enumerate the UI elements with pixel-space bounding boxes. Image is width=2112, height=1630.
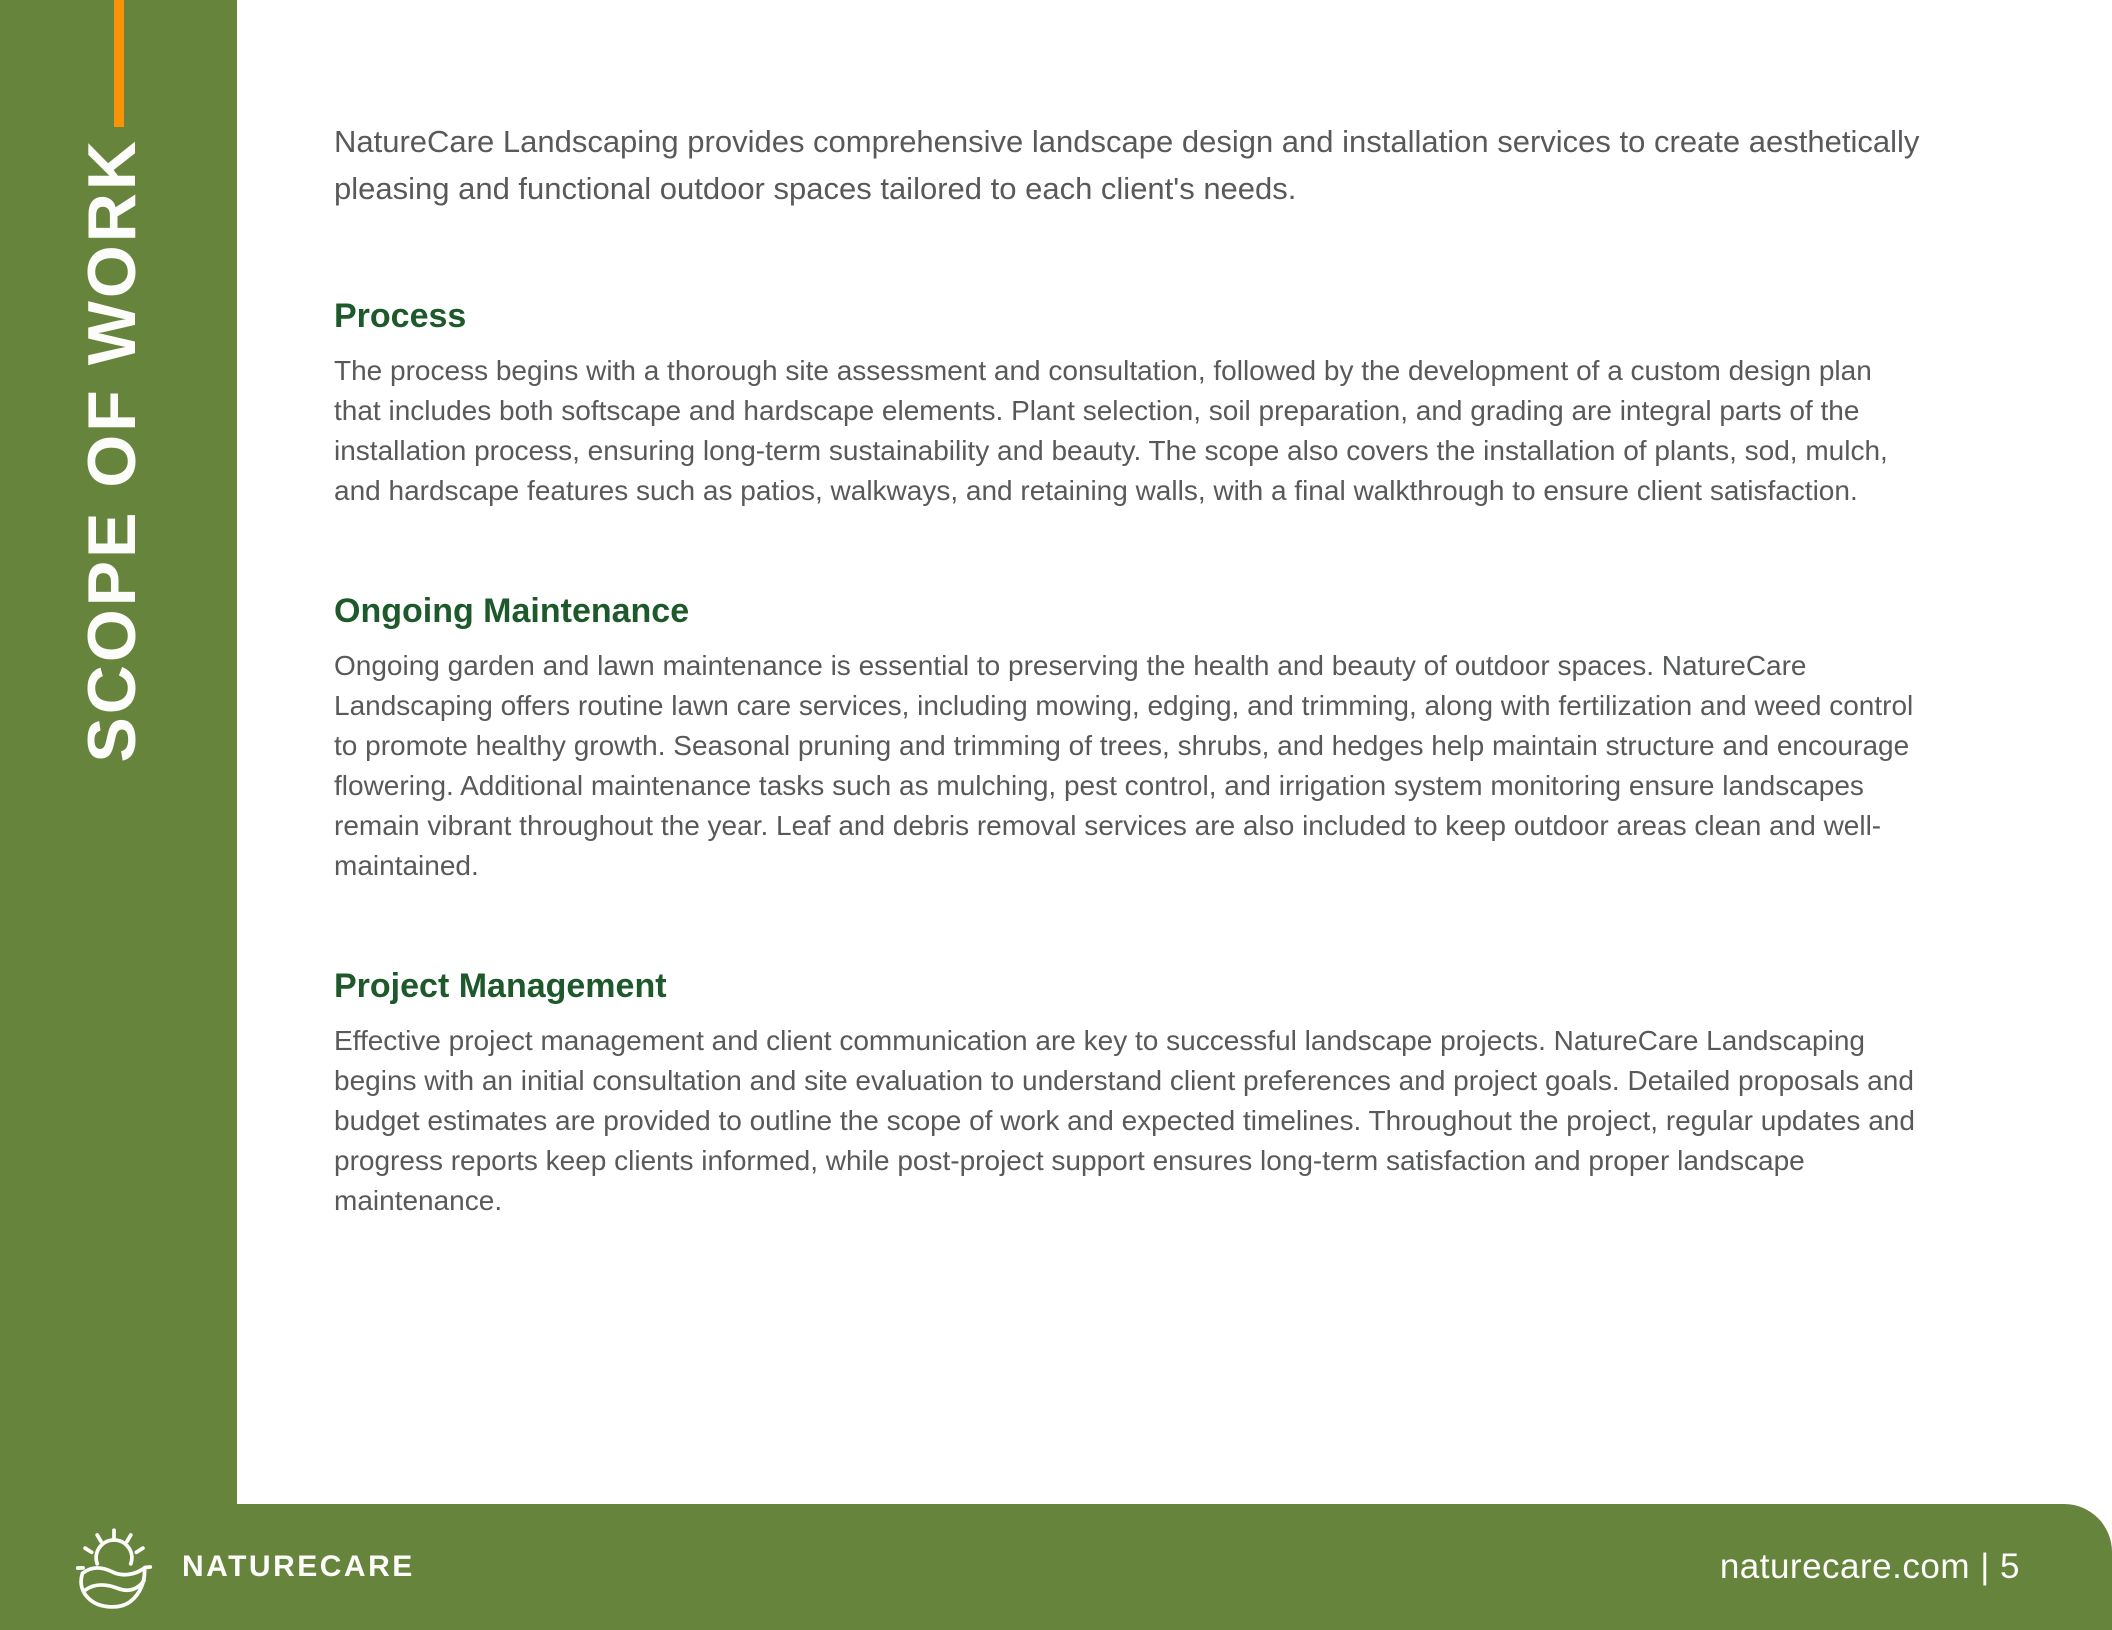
section-process [334,296,1924,511]
accent-line [114,0,124,127]
footer-brand-name: NATURECARE [182,1550,415,1583]
main-content [334,118,1924,1301]
sidebar [0,0,237,1630]
footer [0,1504,2112,1630]
footer-website-and-page-number: naturecare.com | 5 [1719,1547,2020,1586]
section-ongoing-maintenance [334,591,1924,886]
section-project-management [334,966,1924,1221]
footer-brand [72,1525,415,1609]
section-body-ongoing-maintenance: Ongoing garden and lawn maintenance is essential to preserving the health and beauty of outdoor spaces. NatureCare Landscaping offers routine lawn care services, including mowing, edging, and trimming, along with fertilization and weed control to promote healthy growth. Seasonal pruning and trimming of trees, shrubs, and hedges help maintain structure and encourage flowering. Additional maintenance tasks such as mulching, pest control, and irrigation system monitoring ensure landscapes remain vibrant throughout the year. Leaf and debris removal services are also included to keep outdoor areas clean and well-maintained. [334,650,1914,881]
section-heading-project-management: Project Management [334,967,667,1005]
section-heading-process: Process [334,297,467,335]
section-heading-ongoing-maintenance: Ongoing Maintenance [334,592,690,630]
intro-paragraph: NatureCare Landscaping provides comprehensive landscape design and installation services to create aesthetically pleasing and functional outdoor spaces tailored to each client's needs. [334,124,1920,206]
page-title: SCOPE OF WORK [74,138,150,763]
section-body-project-management: Effective project management and client communication are key to successful landscape projects. NatureCare Landscaping begins with an initial consultation and site evaluation to understand client preferences and project goals. Detailed proposals and budget estimates are provided to outline the scope of work and expected timelines. Throughout the project, regular updates and progress reports keep clients informed, while post-project support ensures long-term satisfaction and proper landscape maintenance. [334,1025,1915,1216]
section-body-process: The process begins with a thorough site assessment and consultation, followed by the development of a custom design plan that includes both softscape and hardscape elements. Plant selection, soil preparation, and grading are integral parts of the installation process, ensuring long-term sustainability and beauty. The scope also covers the installation of plants, sod, mulch, and hardscape features such as patios, walkways, and retaining walls, with a final walkthrough to ensure client satisfaction. [334,355,1888,506]
sun-over-hills-icon [72,1525,156,1609]
